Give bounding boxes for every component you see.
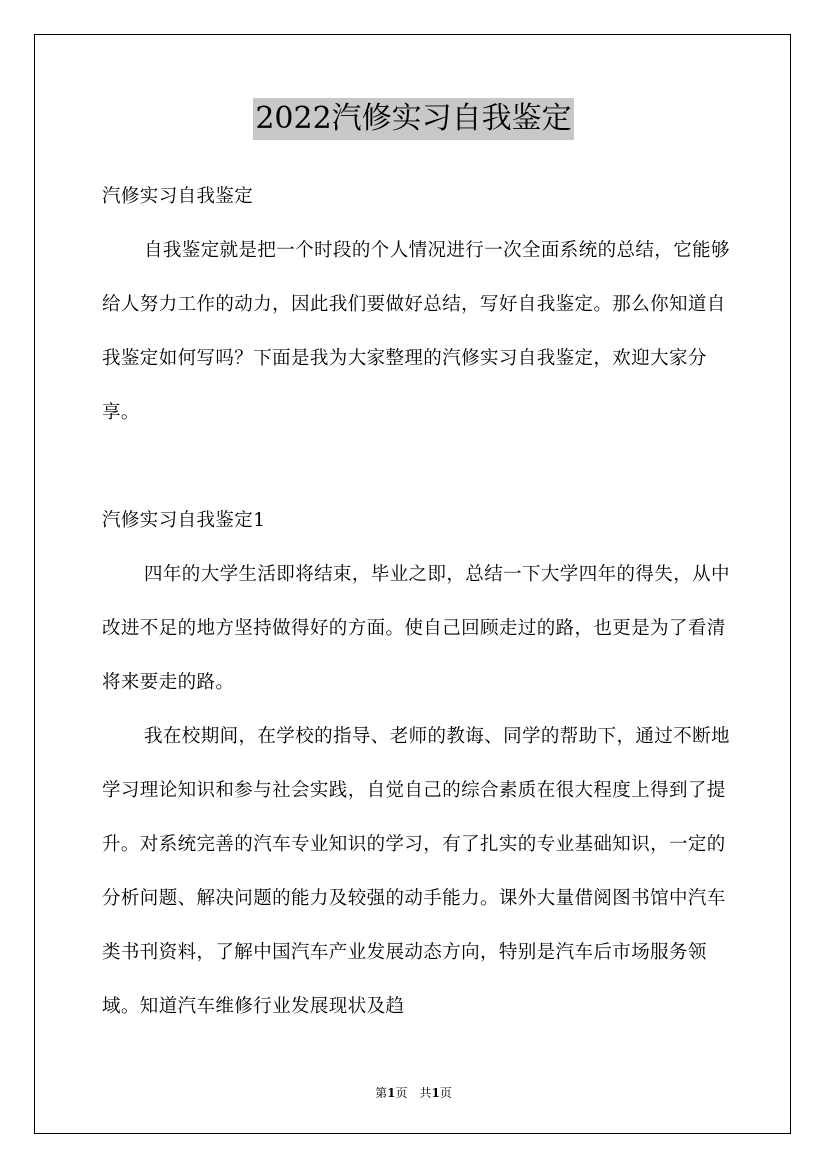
title-container: [0, 98, 827, 140]
paragraph: 我在校期间，在学校的指导、老师的教诲、同学的帮助下，通过不断地学习理论知识和参与社会实践，自觉自己的综合素质在很大程度上得到了提升。对系统完善的汽车专业知识的学习，有了扎实的专业基础知识，一定的分析问题、解决问题的能力及较强的动手能力。课外大量借阅图书馆中汽车类书刊资料，了解中国汽车产业发展动态方向，特别是汽车后市场服务领域。知道汽车维修行业发展现状及趋: [102, 726, 730, 1017]
document-title: 2022汽修实习自我鉴定: [253, 98, 573, 140]
paragraph: 自我鉴定就是把一个时段的个人情况进行一次全面系统的总结，它能够给人努力工作的动力，因此我们要做好总结，写好自我鉴定。那么你知道自我鉴定如何写吗？下面是我为大家整理的汽修实习自我鉴定，欢迎大家分享。: [102, 240, 730, 423]
section-heading: 汽修实习自我鉴定: [102, 186, 254, 207]
section-heading: 汽修实习自我鉴定1: [102, 510, 266, 531]
footer-page-number: 1: [387, 1086, 396, 1100]
footer-middle: 页 共: [395, 1086, 432, 1100]
footer-suffix: 页: [439, 1086, 452, 1100]
footer-prefix: 第: [375, 1086, 388, 1100]
footer-page-total: 1: [431, 1086, 440, 1100]
blank-line: [102, 440, 732, 494]
paragraph: 四年的大学生活即将结束，毕业之即，总结一下大学四年的得失，从中改进不足的地方坚持做得好的方面。使自己回顾走过的路，也更是为了看清将来要走的路。: [102, 564, 730, 693]
document-body: [102, 170, 732, 1034]
page-footer: [0, 1084, 827, 1101]
